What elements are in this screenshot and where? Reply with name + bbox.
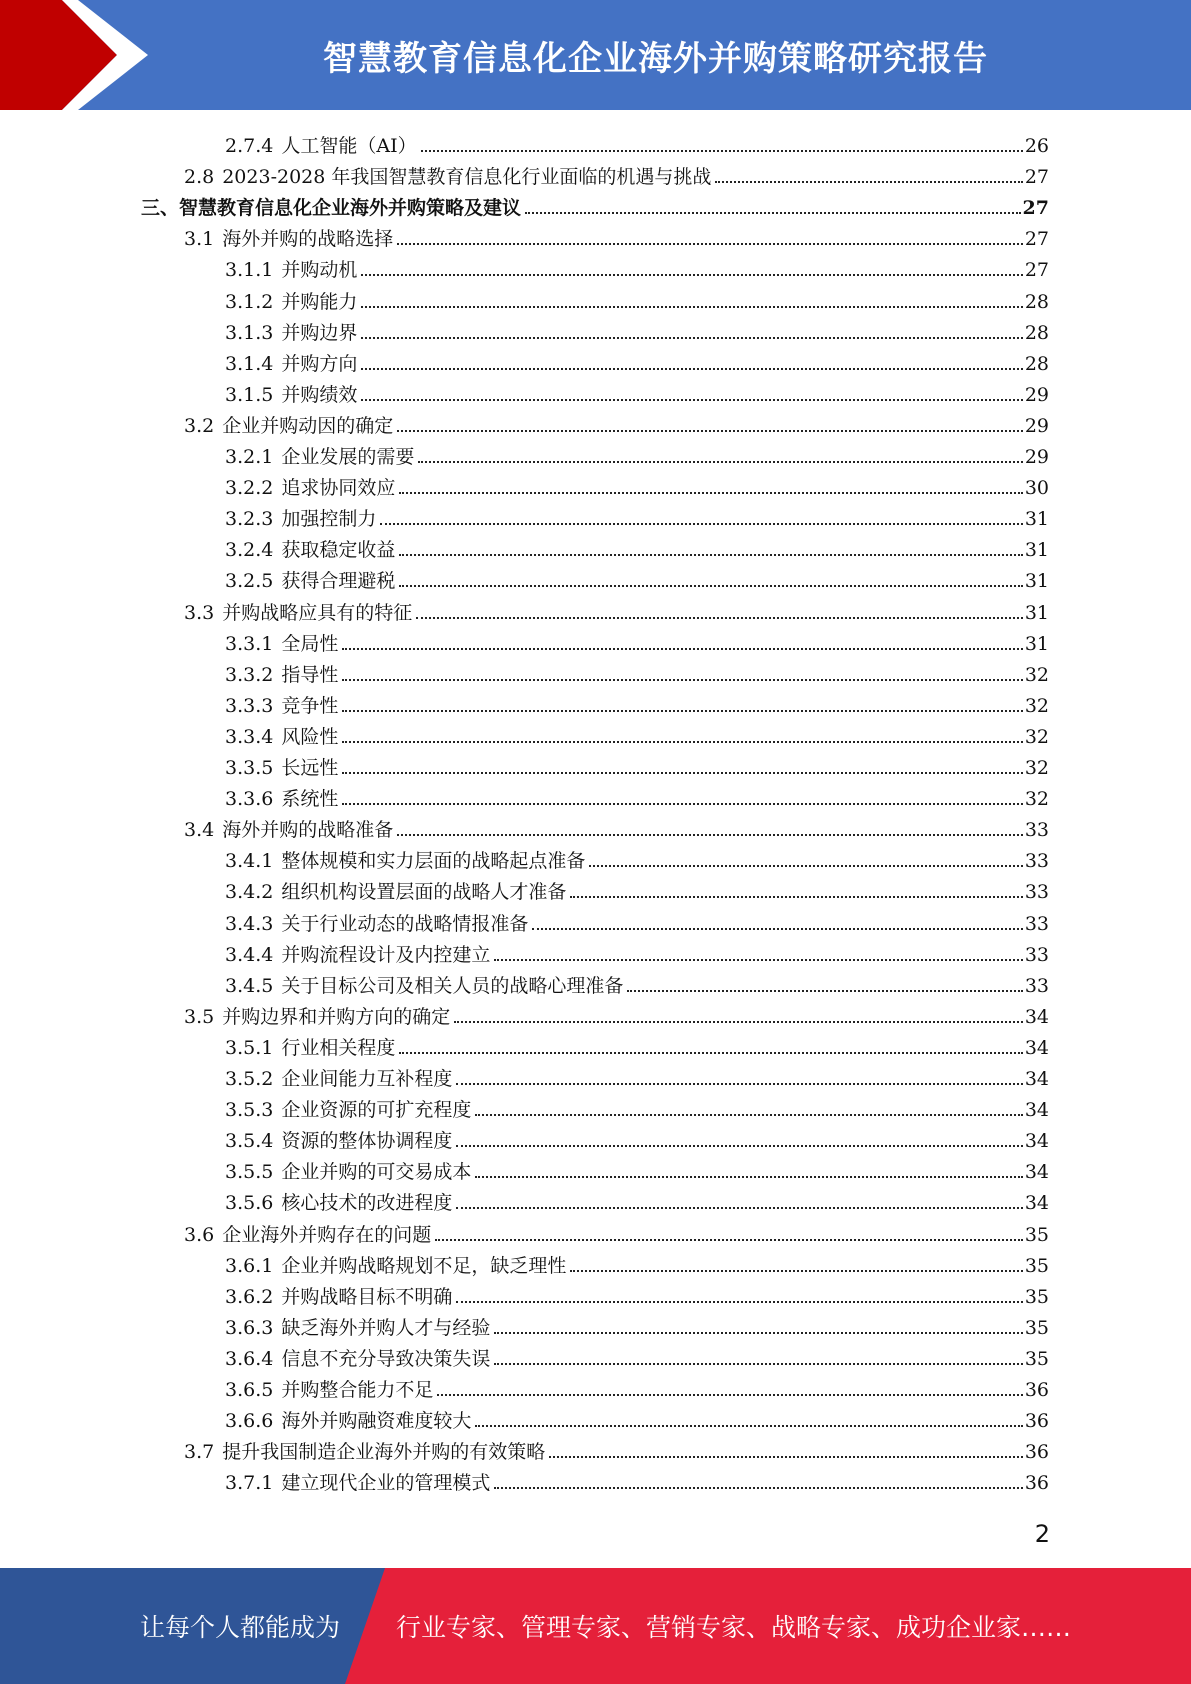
toc-entry[interactable] bbox=[225, 126, 1049, 157]
page-number: 2 bbox=[1034, 1520, 1050, 1548]
toc-entry-title: 并购整合能力不足 bbox=[281, 1379, 434, 1401]
toc-entry-label bbox=[141, 197, 521, 219]
toc-dot-leader bbox=[397, 243, 1023, 245]
toc-entry-label bbox=[225, 539, 395, 561]
toc-entry-title: 获得合理避税 bbox=[281, 570, 396, 593]
toc-entry-page: 32 bbox=[1024, 788, 1049, 811]
toc-entry-title: 建立现代企业的管理模式 bbox=[281, 1472, 491, 1495]
toc-entry-label bbox=[225, 384, 357, 406]
toc-entry-title: 整体规模和实力层面的战略起点准备 bbox=[281, 850, 586, 873]
toc-entry-number: 3.5.6 bbox=[225, 1192, 274, 1215]
toc-entry-number: 3.3.2 bbox=[225, 663, 274, 686]
toc-entry[interactable] bbox=[184, 997, 1049, 1028]
toc-entry[interactable] bbox=[225, 250, 1049, 281]
toc-dot-leader bbox=[361, 306, 1022, 308]
toc-entry-page: 34 bbox=[1024, 1130, 1049, 1153]
toc-entry-title: 并购动机 bbox=[281, 259, 358, 282]
toc-entry-number: 3.6.3 bbox=[225, 1316, 274, 1339]
toc-entry-title: 人工智能（AI） bbox=[281, 135, 417, 157]
toc-entry-title: 资源的整体协调程度 bbox=[281, 1130, 453, 1153]
toc-dot-leader bbox=[532, 928, 1022, 930]
toc-entry[interactable] bbox=[225, 841, 1049, 872]
toc-entry-title: 智慧教育信息化企业海外并购策略及建议 bbox=[179, 197, 522, 220]
toc-entry-title: 并购战略目标不明确 bbox=[281, 1285, 453, 1308]
toc-entry-label bbox=[225, 975, 623, 997]
toc-entry-title: 企业并购战略规划不足，缺乏理性 bbox=[281, 1254, 567, 1277]
toc-dot-leader bbox=[456, 1301, 1022, 1303]
toc-entry-label bbox=[225, 1099, 471, 1121]
toc-entry-page: 33 bbox=[1024, 850, 1049, 873]
header-arrow-icon bbox=[0, 0, 160, 110]
toc-entry-number: 3.4.1 bbox=[225, 850, 274, 873]
toc-entry[interactable] bbox=[225, 499, 1049, 530]
toc-entry-number: 3.2.3 bbox=[225, 508, 274, 531]
toc-entry-title: 并购边界和并购方向的确定 bbox=[222, 1005, 451, 1028]
toc-dot-leader bbox=[361, 337, 1022, 339]
toc-entry[interactable] bbox=[141, 188, 1049, 219]
toc-entry-label bbox=[225, 913, 528, 935]
toc-entry-page: 31 bbox=[1024, 632, 1049, 655]
toc-entry-title: 行业相关程度 bbox=[281, 1036, 396, 1059]
toc-entry-page: 28 bbox=[1024, 352, 1049, 375]
toc-dot-leader bbox=[399, 1052, 1022, 1054]
toc-entry-title: 关于行业动态的战略情报准备 bbox=[281, 912, 529, 935]
toc-dot-leader bbox=[454, 1021, 1023, 1023]
toc-entry-label bbox=[184, 602, 412, 624]
toc-dot-leader bbox=[570, 896, 1022, 898]
toc-dot-leader bbox=[549, 1456, 1023, 1458]
toc-entry-label bbox=[184, 166, 711, 188]
toc-entry-label bbox=[225, 695, 338, 717]
toc-dot-leader bbox=[380, 523, 1022, 525]
toc-entry-number: 3.5.3 bbox=[225, 1099, 274, 1122]
toc-entry[interactable] bbox=[225, 904, 1049, 935]
toc-dot-leader bbox=[437, 1394, 1022, 1396]
toc-entry-number: 3.5.5 bbox=[225, 1161, 274, 1184]
toc-entry-number: 3.5.1 bbox=[225, 1036, 274, 1059]
toc-dot-leader bbox=[361, 368, 1022, 370]
toc-entry-title: 企业资源的可扩充程度 bbox=[281, 1099, 472, 1122]
toc-entry-number: 3.6.2 bbox=[225, 1285, 274, 1308]
toc-dot-leader bbox=[342, 648, 1022, 650]
toc-dot-leader bbox=[342, 803, 1022, 805]
toc-entry-label bbox=[184, 1441, 545, 1463]
toc-dot-leader bbox=[342, 772, 1022, 774]
toc-entry-page: 29 bbox=[1024, 383, 1049, 406]
toc-dot-leader bbox=[361, 399, 1022, 401]
toc-entry-label bbox=[225, 788, 338, 810]
toc-entry[interactable] bbox=[225, 561, 1049, 592]
toc-entry-number: 3.1.3 bbox=[225, 321, 274, 344]
toc-entry[interactable] bbox=[225, 1308, 1049, 1339]
toc-dot-leader bbox=[475, 1114, 1022, 1116]
toc-entry[interactable] bbox=[225, 1370, 1049, 1401]
toc-entry[interactable] bbox=[184, 219, 1049, 250]
toc-entry-label bbox=[184, 1224, 431, 1246]
toc-entry[interactable] bbox=[225, 1339, 1049, 1370]
toc-entry-number: 3.3.5 bbox=[225, 757, 274, 779]
toc-entry[interactable] bbox=[184, 593, 1049, 624]
toc-entry-label bbox=[225, 1379, 433, 1401]
toc-entry[interactable] bbox=[225, 935, 1049, 966]
toc-entry-label bbox=[225, 1130, 452, 1152]
toc-entry-title: 核心技术的改进程度 bbox=[281, 1192, 453, 1215]
toc-entry-page: 31 bbox=[1024, 539, 1049, 562]
toc-entry-number: 3.2.5 bbox=[225, 570, 274, 593]
toc-entry-title: 并购绩效 bbox=[281, 383, 358, 406]
toc-entry[interactable] bbox=[225, 686, 1049, 717]
toc-entry-title: 获取稳定收益 bbox=[281, 539, 396, 562]
toc-entry[interactable] bbox=[225, 437, 1049, 468]
toc-entry-number: 3.4.2 bbox=[225, 881, 274, 904]
toc-entry[interactable] bbox=[225, 1463, 1049, 1494]
toc-entry-title: 信息不充分导致决策失误 bbox=[281, 1347, 491, 1370]
toc-entry-title: 缺乏海外并购人才与经验 bbox=[281, 1316, 491, 1339]
toc-entry-number: 3.1.1 bbox=[225, 259, 274, 282]
toc-entry-page: 34 bbox=[1024, 1161, 1049, 1184]
toc-entry-title: 指导性 bbox=[281, 663, 339, 686]
toc-entry-page: 36 bbox=[1024, 1441, 1049, 1464]
toc-entry-number: 3.6 bbox=[184, 1223, 215, 1246]
toc-dot-leader bbox=[589, 865, 1022, 867]
toc-entry-page: 33 bbox=[1024, 881, 1049, 904]
toc-dot-leader bbox=[399, 492, 1022, 494]
toc-entry-label bbox=[225, 1068, 452, 1090]
report-title: 智慧教育信息化企业海外并购策略研究报告 bbox=[323, 38, 988, 79]
toc-entry-title: 风险性 bbox=[281, 725, 339, 748]
toc-entry-title: 海外并购的战略选择 bbox=[222, 228, 394, 251]
toc-dot-leader bbox=[494, 1332, 1022, 1334]
toc-entry-title: 并购方向 bbox=[281, 352, 358, 375]
toc-entry-label bbox=[225, 353, 357, 375]
toc-entry-number: 3.5.4 bbox=[225, 1130, 274, 1153]
toc-entry-title: 企业并购动因的确定 bbox=[222, 414, 394, 437]
toc-entry-title: 并购流程设计及内控建立 bbox=[281, 943, 491, 966]
toc-entry-title: 提升我国制造企业海外并购的有效策略 bbox=[222, 1441, 546, 1464]
toc-entry-label bbox=[225, 850, 585, 872]
toc-entry-page: 31 bbox=[1024, 508, 1049, 531]
toc-entry-label bbox=[225, 1192, 452, 1214]
toc-dot-leader bbox=[475, 1176, 1022, 1178]
toc-dot-leader bbox=[525, 212, 1021, 214]
toc-entry-number: 3.7 bbox=[184, 1441, 215, 1464]
toc-entry-label bbox=[184, 1006, 450, 1028]
toc-entry-page: 33 bbox=[1024, 819, 1049, 842]
toc-entry-page: 35 bbox=[1024, 1223, 1049, 1246]
toc-entry-label bbox=[225, 726, 338, 748]
toc-entry-page: 34 bbox=[1024, 1068, 1049, 1090]
toc-entry-number: 3.3.6 bbox=[225, 788, 274, 811]
toc-entry-title: 2023-2028 年我国智慧教育信息化行业面临的机遇与挑战 bbox=[222, 166, 712, 189]
toc-entry-page: 33 bbox=[1024, 912, 1049, 935]
toc-entry-label bbox=[225, 1348, 490, 1370]
toc-entry[interactable] bbox=[225, 1246, 1049, 1277]
toc-entry-page: 35 bbox=[1024, 1316, 1049, 1339]
toc-entry[interactable] bbox=[225, 344, 1049, 375]
toc-entry-title: 企业间能力互补程度 bbox=[281, 1068, 453, 1090]
toc-dot-leader bbox=[416, 617, 1023, 619]
toc-entry-title: 系统性 bbox=[281, 788, 339, 811]
toc-entry-number: 3.3.1 bbox=[225, 632, 274, 655]
toc-entry[interactable] bbox=[225, 1152, 1049, 1183]
toc-entry-number: 3.3 bbox=[184, 601, 215, 624]
page-header bbox=[0, 0, 1191, 110]
toc-dot-leader bbox=[494, 1363, 1022, 1365]
toc-entry-number: 2.7.4 bbox=[225, 135, 274, 157]
toc-entry-title: 企业发展的需要 bbox=[281, 446, 415, 468]
toc-entry-page: 36 bbox=[1024, 1379, 1049, 1401]
toc-entry-page: 29 bbox=[1024, 446, 1049, 468]
toc-dot-leader bbox=[397, 834, 1023, 836]
toc-dot-leader bbox=[418, 461, 1022, 463]
toc-entry-title: 追求协同效应 bbox=[281, 477, 396, 500]
toc-entry-page: 35 bbox=[1024, 1347, 1049, 1370]
toc-entry[interactable] bbox=[225, 1059, 1049, 1090]
toc-entry-page: 34 bbox=[1024, 1005, 1049, 1028]
toc-entry-title: 企业并购的可交易成本 bbox=[281, 1161, 472, 1184]
toc-entry-label bbox=[225, 664, 338, 686]
toc-entry-number: 3.3.3 bbox=[225, 694, 274, 717]
toc-dot-leader bbox=[421, 150, 1023, 152]
toc-entry-label bbox=[225, 446, 414, 468]
toc-entry[interactable] bbox=[225, 779, 1049, 810]
toc-entry-page: 27 bbox=[1022, 197, 1049, 220]
toc-entry-number: 3.3.4 bbox=[225, 725, 274, 748]
toc-entry-page: 36 bbox=[1024, 1472, 1049, 1495]
toc-entry-page: 31 bbox=[1024, 601, 1049, 624]
toc-dot-leader bbox=[456, 1207, 1022, 1209]
toc-dot-leader bbox=[435, 1239, 1023, 1241]
toc-entry[interactable] bbox=[184, 1432, 1049, 1463]
toc-entry[interactable] bbox=[225, 748, 1049, 779]
toc-entry[interactable] bbox=[225, 530, 1049, 561]
toc-entry-title: 海外并购融资难度较大 bbox=[281, 1410, 472, 1433]
toc-entry-number: 3.2 bbox=[184, 414, 215, 437]
toc-entry-label bbox=[225, 1161, 471, 1183]
toc-entry-title: 长远性 bbox=[281, 757, 339, 779]
toc-entry[interactable] bbox=[184, 1215, 1049, 1246]
toc-entry[interactable] bbox=[225, 1028, 1049, 1059]
toc-dot-leader bbox=[456, 1145, 1022, 1147]
toc-dot-leader bbox=[715, 181, 1022, 183]
toc-entry-page: 36 bbox=[1024, 1410, 1049, 1433]
toc-entry-title: 海外并购的战略准备 bbox=[222, 819, 394, 842]
toc-entry-page: 35 bbox=[1024, 1254, 1049, 1277]
toc-dot-leader bbox=[494, 1487, 1022, 1489]
toc-entry-number: 三、 bbox=[141, 197, 180, 220]
toc-entry[interactable] bbox=[184, 810, 1049, 841]
toc-entry-label bbox=[225, 1037, 395, 1059]
toc-entry-label bbox=[184, 228, 393, 250]
toc-entry-page: 34 bbox=[1024, 1036, 1049, 1059]
toc-dot-leader bbox=[397, 430, 1023, 432]
toc-entry-title: 并购边界 bbox=[281, 321, 358, 344]
toc-entry-label bbox=[225, 291, 357, 313]
toc-entry-number: 3.1 bbox=[184, 228, 215, 251]
toc-entry-number: 2.8 bbox=[184, 166, 215, 189]
toc-entry-page: 31 bbox=[1024, 570, 1049, 593]
toc-entry-number: 3.6.4 bbox=[225, 1347, 274, 1370]
toc-entry-label bbox=[225, 1286, 452, 1308]
toc-entry-number: 3.4.4 bbox=[225, 943, 274, 966]
toc-entry[interactable] bbox=[225, 1121, 1049, 1152]
toc-entry-page: 30 bbox=[1024, 477, 1049, 500]
toc-entry-page: 27 bbox=[1024, 259, 1049, 282]
toc-entry-title: 全局性 bbox=[281, 632, 339, 655]
toc-entry[interactable] bbox=[184, 406, 1049, 437]
toc-entry-page: 32 bbox=[1024, 757, 1049, 779]
toc-entry[interactable] bbox=[225, 313, 1049, 344]
toc-entry-label bbox=[225, 477, 395, 499]
toc-dot-leader bbox=[570, 1270, 1022, 1272]
toc-entry[interactable] bbox=[225, 655, 1049, 686]
toc-entry-title: 加强控制力 bbox=[281, 508, 377, 531]
toc-dot-leader bbox=[456, 1083, 1022, 1085]
toc-entry[interactable] bbox=[225, 1090, 1049, 1121]
toc-entry-page: 29 bbox=[1024, 414, 1049, 437]
toc-entry-title: 企业海外并购存在的问题 bbox=[222, 1223, 432, 1246]
toc-entry-page: 35 bbox=[1024, 1285, 1049, 1308]
toc-entry-page: 32 bbox=[1024, 663, 1049, 686]
toc-dot-leader bbox=[342, 710, 1022, 712]
toc-entry-number: 3.4 bbox=[184, 819, 215, 842]
toc-entry-label bbox=[225, 757, 338, 779]
toc-entry-label bbox=[225, 1317, 490, 1339]
toc-entry-number: 3.6.5 bbox=[225, 1379, 274, 1401]
toc-entry-number: 3.1.4 bbox=[225, 352, 274, 375]
toc-dot-leader bbox=[399, 554, 1022, 556]
toc-entry-page: 32 bbox=[1024, 694, 1049, 717]
toc-entry-page: 32 bbox=[1024, 725, 1049, 748]
toc-entry-title: 并购战略应具有的特征 bbox=[222, 601, 413, 624]
toc-entry-number: 3.7.1 bbox=[225, 1472, 274, 1495]
toc-entry-label bbox=[225, 881, 566, 903]
toc-entry-label bbox=[225, 944, 490, 966]
toc-dot-leader bbox=[494, 959, 1022, 961]
footer-roles: 行业专家、管理专家、营销专家、战略专家、成功企业家…… bbox=[396, 1613, 1072, 1642]
toc-entry-page: 27 bbox=[1024, 228, 1049, 251]
toc-entry[interactable] bbox=[225, 282, 1049, 313]
toc-entry-number: 3.2.4 bbox=[225, 539, 274, 562]
toc-entry-title: 并购能力 bbox=[281, 290, 358, 313]
toc-entry[interactable] bbox=[225, 872, 1049, 903]
toc-entry[interactable] bbox=[225, 1401, 1049, 1432]
toc-entry-label bbox=[225, 1255, 566, 1277]
toc-entry-number: 3.6.1 bbox=[225, 1254, 274, 1277]
toc-entry-number: 3.1.5 bbox=[225, 383, 274, 406]
toc-entry[interactable] bbox=[225, 375, 1049, 406]
toc-entry-number: 3.1.2 bbox=[225, 290, 274, 313]
toc-entry-page: 34 bbox=[1024, 1099, 1049, 1122]
toc-entry[interactable] bbox=[184, 157, 1049, 188]
toc-dot-leader bbox=[361, 274, 1022, 276]
toc-entry-label bbox=[184, 819, 393, 841]
toc-entry-page: 26 bbox=[1024, 135, 1049, 157]
toc-entry-number: 3.6.6 bbox=[225, 1410, 274, 1433]
toc-entry[interactable] bbox=[225, 1277, 1049, 1308]
toc-entry[interactable] bbox=[225, 966, 1049, 997]
toc-entry-title: 竞争性 bbox=[281, 694, 339, 717]
toc-entry-number: 3.5 bbox=[184, 1005, 215, 1028]
toc-entry-label bbox=[225, 322, 357, 344]
toc-dot-leader bbox=[342, 679, 1022, 681]
toc-entry-page: 27 bbox=[1024, 166, 1049, 189]
toc-entry-title: 组织机构设置层面的战略人才准备 bbox=[281, 881, 567, 904]
toc-entry-title: 关于目标公司及相关人员的战略心理准备 bbox=[281, 974, 624, 997]
toc-entry-label bbox=[225, 135, 417, 157]
toc-dot-leader bbox=[399, 585, 1022, 587]
toc-entry-number: 3.4.3 bbox=[225, 912, 274, 935]
toc-dot-leader bbox=[342, 741, 1022, 743]
toc-entry-label bbox=[225, 1472, 490, 1494]
toc-entry[interactable] bbox=[225, 1183, 1049, 1214]
toc-entry-page: 34 bbox=[1024, 1192, 1049, 1215]
toc-entry[interactable] bbox=[225, 624, 1049, 655]
toc-entry-page: 33 bbox=[1024, 974, 1049, 997]
toc-entry-label bbox=[184, 415, 393, 437]
toc-entry-page: 33 bbox=[1024, 943, 1049, 966]
footer-slogan: 让每个人都能成为 bbox=[139, 1613, 340, 1642]
toc-entry[interactable] bbox=[225, 717, 1049, 748]
toc-entry-number: 3.2.1 bbox=[225, 446, 274, 468]
toc-dot-leader bbox=[627, 990, 1022, 992]
toc-entry-label bbox=[225, 1410, 471, 1432]
toc-entry-label bbox=[225, 508, 376, 530]
toc-entry-label bbox=[225, 633, 338, 655]
toc-entry-number: 3.4.5 bbox=[225, 974, 274, 997]
toc-entry-label bbox=[225, 259, 357, 281]
page-footer bbox=[0, 1568, 1191, 1684]
toc-entry-page: 28 bbox=[1024, 321, 1049, 344]
toc-entry-number: 3.2.2 bbox=[225, 477, 274, 500]
toc-entry[interactable] bbox=[225, 468, 1049, 499]
toc-dot-leader bbox=[475, 1425, 1022, 1427]
toc-entry-label bbox=[225, 570, 395, 592]
toc-entry-number: 3.5.2 bbox=[225, 1068, 274, 1090]
toc-entry-page: 28 bbox=[1024, 290, 1049, 313]
